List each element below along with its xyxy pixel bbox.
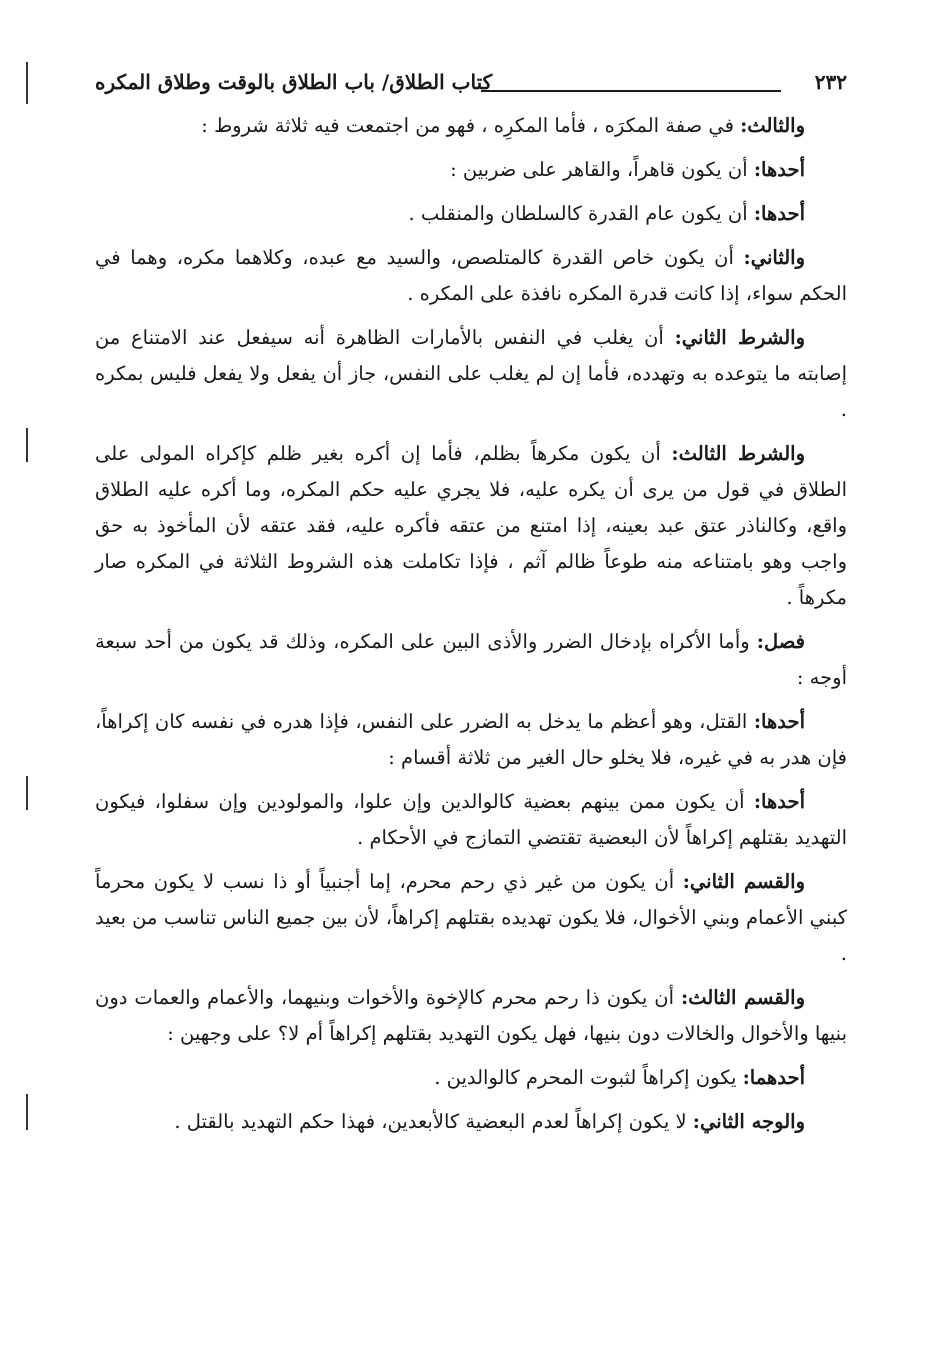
page-header [95,68,847,102]
paragraph-text: أن يكون ذا رحم محرم كالإخوة والأخوات وبنيهما، والأعمام والعمات دون بنيها والأخوال والخالات دون بنيها، فهل يكون التهديد بقتلهم إكراهاً أم لا؟ على وجهين : [95,986,847,1045]
page-number: ٢٣٢ [814,70,847,94]
paragraph-lead: والثالث: [740,114,805,137]
paragraph-lead: أحدهما: [742,1066,805,1089]
paragraph-text: وأما الأكراه بإدخال الضرر والأذى البين على المكره، وذلك قد يكون من أحد سبعة أوجه : [95,630,847,689]
paragraph-text: أن يكون عام القدرة كالسلطان والمنقلب . [408,202,754,225]
paragraph-lead: أحدها: [753,790,805,813]
paragraph-lead: أحدها: [753,202,805,225]
paragraph-text: لا يكون إكراهاً لعدم البعضية كالأبعدين، فهذا حكم التهديد بالقتل . [174,1110,693,1133]
paragraph-text: أن يكون ممن بينهم بعضية كالوالدين وإن علوا، والمولودين وإن سفلوا، فيكون التهديد بقتلهم إكراهاً لأن البعضية تقتضي التمازج في الأحكام . [95,790,847,849]
paragraph-lead: والشرط الثاني: [674,326,805,349]
paragraph-lead: فصل: [756,630,805,653]
paragraph-lead: والقسم الثاني: [682,870,806,893]
margin-mark [26,428,28,462]
paragraph-lead: والقسم الثالث: [680,986,805,1009]
margin-mark [26,1094,28,1130]
paragraph [95,436,847,616]
paragraph-text: أن يكون خاص القدرة كالمتلصص، والسيد مع عبده، وكلاهما مكره، وهما في الحكم سواء، إذا كانت قدرة المكره نافذة على المكره . [95,246,847,305]
paragraph-text: أن يكون من غير ذي رحم محرم، إما أجنبياً أو ذا نسب لا يكون محرماً كبني الأعمام وبني الأخوال، فلا يكون تهديده بقتلهم إكراهاً، لأن بين جميع الناس تناسب من بعيد . [95,870,847,965]
paragraph-text: أن يكون قاهراً، والقاهر على ضربين : [450,158,754,181]
paragraph-lead: والوجه الثاني: [692,1110,805,1133]
paragraph [95,624,847,696]
paragraph-text: أن يكون مكرهاً بظلم، فأما إن أكره بغير ظلم كإكراه المولى على الطلاق في قول من يرى أن يكره عليه، فلا يجري عليه حكم المكره، وما أكره عليه الطلاق واقع، وكالناذر عتق عبد بعينه، إذا امتنع من عتقه فأكره عليه، فقد عتقه لأن المأخوذ به حق واجب وهو بامتناعه منه طوعاً ظالم آثم ، فإذا تكاملت هذه الشروط الثلاثة في المكره صار مكرهاً . [95,442,847,609]
page-body [95,108,847,1148]
margin-mark [26,62,28,104]
paragraph [95,1104,847,1140]
paragraph-text: يكون إكراهاً لثبوت المحرم كالوالدين . [434,1066,743,1089]
paragraph-text: في صفة المكرَه ، فأما المكرِه ، فهو من اجتمعت فيه ثلاثة شروط : [201,114,741,137]
paragraph [95,864,847,972]
paragraph [95,240,847,312]
margin-mark [26,776,28,810]
header-rule [481,90,781,92]
paragraph-lead: أحدها: [753,710,805,733]
paragraph [95,704,847,776]
paragraph [95,980,847,1052]
paragraph-lead: والشرط الثالث: [671,442,805,465]
running-title: كتاب الطلاق/ باب الطلاق بالوقت وطلاق المكره [95,70,493,94]
paragraph-text: القتل، وهو أعظم ما يدخل به الضرر على النفس، فإذا هدره في نفسه كان إكراهاً، فإن هدر به في غيره، فلا يخلو حال الغير من ثلاثة أقسام : [95,710,847,769]
paragraph-text: أن يغلب في النفس بالأمارات الظاهرة أنه سيفعل عند الامتناع من إصابته ما يتوعده به وتهدده، فأما إن لم يغلب على النفس، جاز أن يفعل ولا يفعل فليس بمكره . [95,326,847,421]
paragraph-lead: والثاني: [743,246,805,269]
paragraph [95,196,847,232]
paragraph [95,152,847,188]
paragraph [95,108,847,144]
paragraph [95,320,847,428]
paragraph [95,784,847,856]
paragraph [95,1060,847,1096]
paragraph-lead: أحدها: [753,158,805,181]
